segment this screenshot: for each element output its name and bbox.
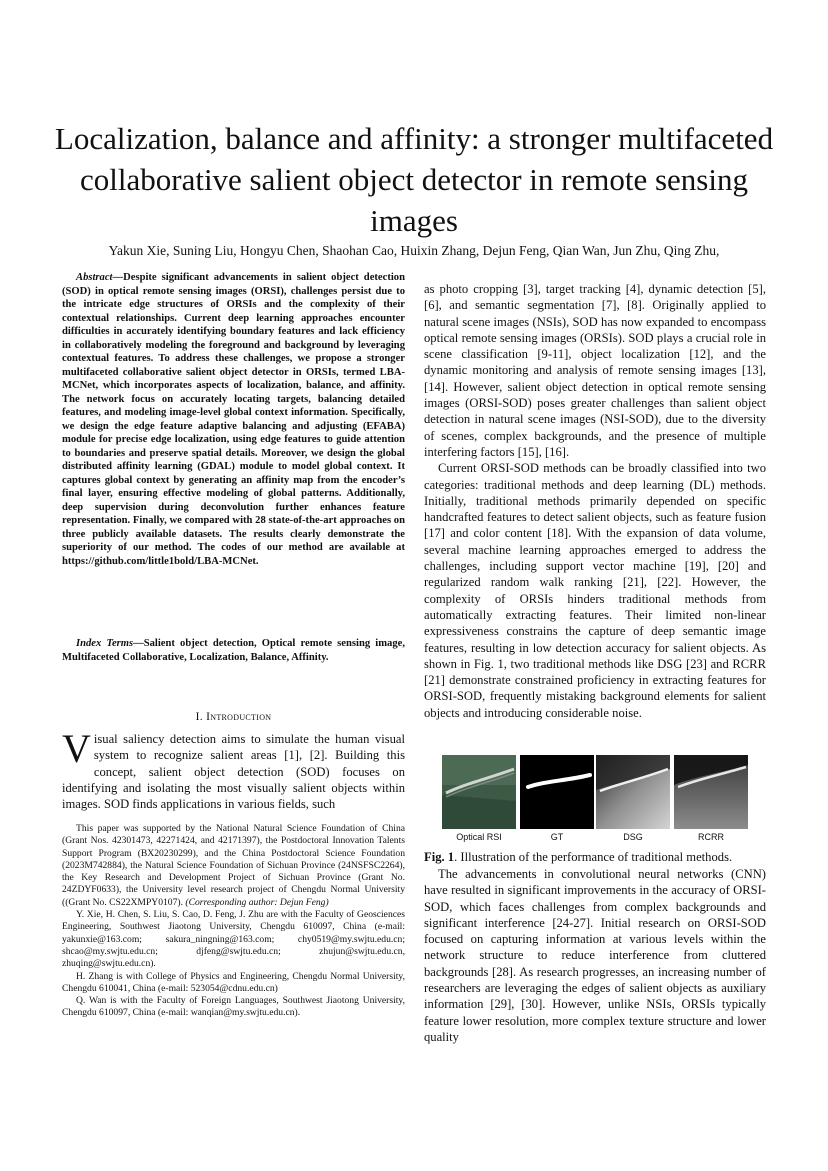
footnote-funding	[62, 823, 405, 909]
abstract	[62, 271, 405, 568]
figure-1-caption	[424, 850, 766, 865]
paper-title: Localization, balance and affinity: a stronger multifaceted collaborative salient object detector in remote sensing images	[54, 121, 774, 238]
gt-image	[520, 755, 594, 829]
intro-text: isual saliency detection aims to simulate the human visual system to recognize salient areas [1], [2]. Building this concept, salient object detection (SOD) focuses on identifying and isolating the most visually salient objects within images. SOD finds applications in various fields, such	[62, 732, 405, 812]
figure-label-optical-rsi: Optical RSI	[456, 832, 502, 842]
index-terms-label: Index Terms	[76, 638, 134, 649]
footnotes	[62, 823, 405, 1020]
paragraph-continued: as photo cropping [3], target tracking [4], dynamic detection [5], [6], and semantic segmentation [7], [8]. Originally applied to natural scene images (NSIs), SOD has now expanded to encompass optical remote sensing images (ORSIs). SOD plays a crucial role in scene classification [9-11], object localization [12], and the dynamic monitoring and analysis of remote sensing images [13], [14]. However, salient object detection in optical remote sensing images (ORSI-SOD) poses greater challenges than salient object detection in natural scene images (NSI-SOD), due to the diversity of scenes, complex backgrounds, and the presence of multiple interfering factors [15], [16].	[424, 282, 766, 459]
footnote-affiliation-1: Y. Xie, H. Chen, S. Liu, S. Cao, D. Feng, J. Zhu are with the Faculty of Geosciences Engineering, Southwest Jiaotong University, Chengdu 610097, China (e-mail: yakunxie@163.com; sakura_ningning@163.com; chy0519@my.swjtu.edu.cn; shcao@my.swjtu.edu.cn; djfeng@swjtu.edu.cn; zhujun@swjtu.edu.cn, zhuqing@swjtu.edu.cn).	[62, 909, 405, 970]
footnote-affiliation-3: Q. Wan is with the Faculty of Foreign Languages, Southwest Jiaotong University, Chengdu 610097, China (e-mail: wanqian@my.swjtu.edu.cn).	[62, 995, 405, 1019]
right-column-text-lower	[424, 866, 766, 1045]
abstract-text: —Despite significant advancements in salient object detection (SOD) in optical remote sensing images (ORSI), challenges persist due to the intricate edge structures of ORSIs and the complexity of their contextual relationships. Current deep learning approaches encounter difficulties in accurately identifying boundary features and lack efficiency in collaboratively modeling the foreground and background by leveraging contextual features. To address these challenges, we propose a stronger multifaceted collaborative salient object detector in ORSIs, termed LBA-MCNet, which incorporates aspects of localization, balance, and affinity. The network focus on accurately locating targets, balancing detailed features, and modeling image-level global context information. Specifically, we design the edge feature adaptive balancing and adjusting (EFABA) module for precise edge localization, using edge features to guide attention to boundaries and preserve spatial details. Moreover, we design the global distributed affinity learning (GDAL) module to model global context. It captures global context by generating an affinity map from the encoder’s final layer, ensuring effective modeling of global patterns. Additionally, deep supervision during deconvolution further enhances feature representation. Finally, we compared with 28 state-of-the-art approaches on three publicly available datasets. The results clearly demonstrate the superiority of our method. The codes of our method are available at https://github.com/little1bold/LBA-MCNet.	[62, 272, 405, 567]
figure-label-dsg: DSG	[623, 832, 643, 842]
footnote-funding-text: This paper was supported by the National Natural Science Foundation of China (Grant Nos. 42301473, 42271424, and 42171397), the Postdoctoral Innovation Talents Support Program (BX20230299), and the China Postdoctoral Science Foundation (2023M742884), the Natural Science Foundation of Sichuan Province (24NSFSC2264), the Key Research and Development Project of Sichuan Province (Grant No. 24ZDYF0633), the University level research project of Chengdu Normal University ((Grant No. CS22XMPY0107).	[62, 823, 405, 908]
paragraph-cnn: The advancements in convolutional neural networks (CNN) have resulted in significant improvements in the accuracy of ORSI-SOD, which faces challenges from complex backgrounds and significant interference [24-27]. Initial research on ORSI-SOD focused on capturing information at various levels within the network structure to reduce interference from cluttered backgrounds [28]. As research progresses, an increasing number of researchers are leveraging the edges of salient objects as auxiliary information [29], [30]. However, unlike NSIs, ORSIs typically feature lower resolution, more complex texture structure and lower quality	[424, 867, 766, 1044]
optical-rsi-image	[442, 755, 516, 829]
figure-label-rcrr: RCRR	[698, 832, 724, 842]
figure-caption-label: Fig. 1	[424, 850, 455, 864]
figure-1	[442, 755, 748, 829]
drop-cap: V	[62, 726, 91, 771]
footnote-affiliation-2: H. Zhang is with College of Physics and Engineering, Chengdu Normal University, Chengdu 610041, China (e-mail: 523054@cdnu.edu.cn)	[62, 970, 405, 994]
paragraph-methods: Current ORSI-SOD methods can be broadly classified into two categories: traditional methods and deep learning (DL) methods. Initially, traditional methods primarily depended on specific handcrafted features to detect salient objects, such as feature fusion [17] and color content [18]. With the expansion of data volume, several machine learning approaches emerged to address the challenges, including support vector machine [19], [20] and regularized random walk ranking [21], [22]. However, the complexity of ORSIs hinders traditional methods from automatically extracting features. Their limited non-linear expressiveness constrains the capture of deep semantic image features, resulting in low detection accuracy for salient objects. As shown in Fig. 1, two traditional methods like DSG [23] and RCRR [21] demonstrate constrained proficiency in extracting features for ORSI-SOD, frequently mistaking background elements for salient objects and introducing considerable noise.	[424, 461, 766, 720]
figure-caption-text: . Illustration of the performance of traditional methods.	[454, 850, 733, 864]
abstract-label: Abstract	[76, 272, 113, 283]
dsg-image	[596, 755, 670, 829]
rcrr-image	[674, 755, 748, 829]
index-terms	[62, 637, 405, 664]
figure-label-gt: GT	[550, 832, 564, 842]
section-heading	[62, 711, 405, 723]
right-column-text	[424, 281, 766, 721]
intro-paragraph	[62, 726, 405, 812]
section-number: I.	[195, 711, 203, 723]
index-terms-text: —Salient object detection, Optical remote sensing image, Multifaceted Collaborative, Localization, Balance, Affinity.	[62, 638, 405, 663]
corresponding-author: (Corresponding author: Dejun Feng)	[185, 896, 329, 908]
author-list: Yakun Xie, Suning Liu, Hongyu Chen, Shaohan Cao, Huixin Zhang, Dejun Feng, Qian Wan, Jun Zhu, Qing Zhu,	[108, 243, 720, 258]
section-title: Introduction	[206, 711, 272, 723]
